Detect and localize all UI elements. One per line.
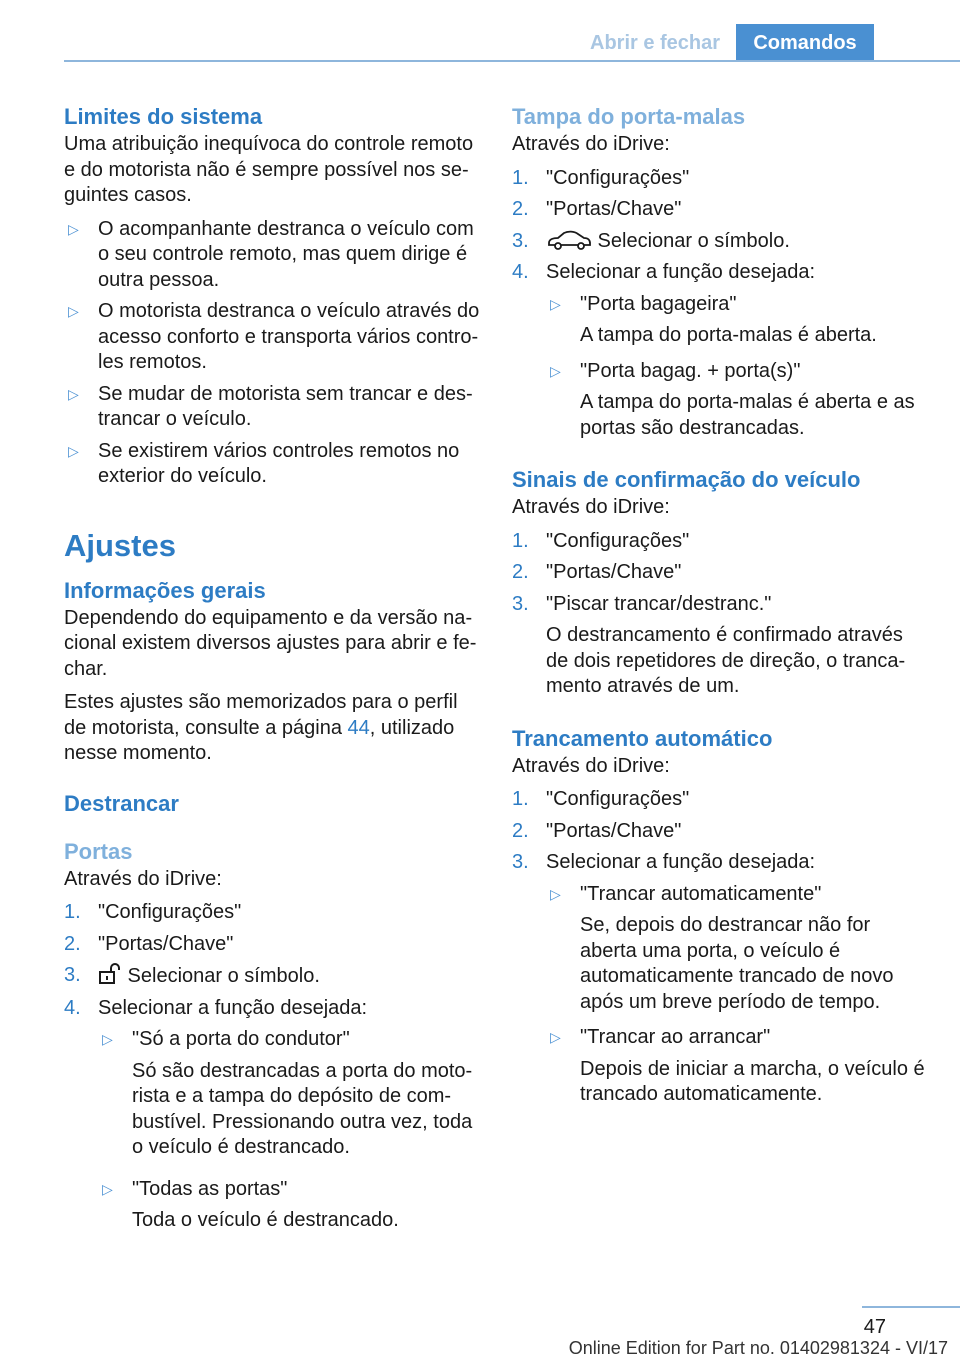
- auto-heading: Trancamento automático: [512, 725, 773, 751]
- portas-intro: Através do iDrive:: [64, 867, 222, 890]
- destrancar-heading: Destrancar: [64, 790, 179, 816]
- unlock-icon: [98, 963, 122, 985]
- sinais-heading: Sinais de confirmação do veículo: [512, 467, 861, 492]
- car-trunk-icon: [546, 229, 592, 251]
- triangle-bullet-icon: ▷: [102, 1180, 113, 1197]
- step-item: 2. "Portas/Chave": [64, 932, 234, 955]
- info-heading: Informações gerais: [64, 577, 266, 603]
- option-item: ▷ "Trancar automaticamente" Se, depois do destrancar não for aberta uma porta, o veículo é automaticamente trancado de novo após um breve período de tempo.: [550, 882, 894, 1013]
- triangle-bullet-icon: ▷: [68, 303, 79, 319]
- step-item: 3. "Piscar trancar/destranc." O destrancamento é confirmado através de dois repetidores de direção, o trancamento através de um.: [512, 592, 906, 697]
- header-rule: [64, 60, 960, 62]
- footer-edition: Online Edition for Part no. 01402981324 - VI/17: [568, 1338, 948, 1358]
- option-item: ▷ "Só a porta do condutor" Só são destrancadas a porta do motorista e a tampa do depósito de combustível. Pressionando outra vez, toda o veículo é destrancado.: [102, 1028, 473, 1158]
- step-item: 2. "Portas/Chave": [512, 561, 682, 583]
- step-item: 1. "Configurações": [512, 529, 690, 552]
- limits-heading: Limites do sistema: [64, 104, 263, 129]
- tampa-intro: Através do iDrive:: [512, 133, 670, 155]
- sinais-intro: Através do iDrive:: [512, 496, 670, 518]
- step-item: 4. Selecionar a função desejada:: [512, 261, 816, 283]
- ajustes-heading: Ajustes: [64, 527, 176, 563]
- list-item: ▷ O acompanhante destranca o veículo com o seu controle remoto, mas quem dirige é outra pessoa.: [68, 217, 474, 291]
- footer-rule: [862, 1306, 960, 1308]
- option-item: ▷ "Todas as portas" Toda o veículo é destrancado.: [102, 1177, 399, 1231]
- page-link[interactable]: 44: [347, 716, 370, 739]
- triangle-bullet-icon: ▷: [550, 362, 561, 379]
- step-item: 3. Selecionar o símbolo.: [64, 964, 320, 987]
- step-item: 2. "Portas/Chave": [512, 819, 682, 842]
- step-item: 1. "Configurações": [64, 901, 242, 923]
- limits-text: Uma atribuição inequívoca do controle remoto e do motorista não é sempre possível nos seguintes casos.: [64, 133, 474, 206]
- step-item: 2. "Portas/Chave": [512, 198, 682, 220]
- left-column: [64, 102, 482, 1240]
- step-item: 1. "Configurações": [512, 788, 690, 810]
- option-item: ▷ "Trancar ao arrancar" Depois de iniciar a marcha, o veículo é trancado automaticamente.: [550, 1026, 925, 1105]
- list-item: ▷ Se existirem vários controles remotos no exterior do veículo.: [68, 439, 460, 487]
- tampa-heading: Tampa do porta-malas: [512, 104, 746, 129]
- step-item: 1. "Configurações": [512, 166, 690, 189]
- header-section-tab[interactable]: Abrir e fechar: [590, 32, 721, 54]
- auto-intro: Através do iDrive:: [512, 754, 670, 777]
- option-item: ▷ "Porta bagageira" A tampa do porta-malas é aberta.: [550, 292, 877, 346]
- step-item: 3. Selecionar o símbolo.: [512, 229, 790, 252]
- triangle-bullet-icon: ▷: [102, 1031, 113, 1047]
- right-column: [512, 102, 930, 1114]
- option-item: ▷ "Porta bagag. + porta(s)" A tampa do porta-malas é aberta e as portas são destrancadas.: [550, 359, 915, 439]
- triangle-bullet-icon: ▷: [68, 442, 79, 459]
- list-item: ▷ Se mudar de motorista sem trancar e destrancar o veículo.: [68, 382, 473, 430]
- triangle-bullet-icon: ▷: [68, 220, 79, 237]
- header-chapter-tab[interactable]: Comandos: [736, 24, 874, 62]
- step-item: 3. Selecionar a função desejada:: [512, 851, 816, 873]
- info-text-2: Estes ajustes são memorizados para o perfil de motorista, consulte a página 44, utilizado nesse momento.: [64, 691, 458, 764]
- portas-heading: Portas: [64, 838, 133, 864]
- triangle-bullet-icon: ▷: [550, 885, 561, 902]
- triangle-bullet-icon: ▷: [550, 1029, 561, 1045]
- list-item: ▷ O motorista destranca o veículo através do acesso conforto e transporta vários controles remotos.: [68, 300, 480, 373]
- triangle-bullet-icon: ▷: [550, 295, 561, 312]
- info-text-1: Dependendo do equipamento e da versão nacional existem diversos ajustes para abrir e fechar.: [64, 606, 477, 680]
- page-number: 47: [863, 1316, 886, 1338]
- step-item: 4. Selecionar a função desejada:: [64, 996, 368, 1019]
- triangle-bullet-icon: ▷: [68, 385, 79, 402]
